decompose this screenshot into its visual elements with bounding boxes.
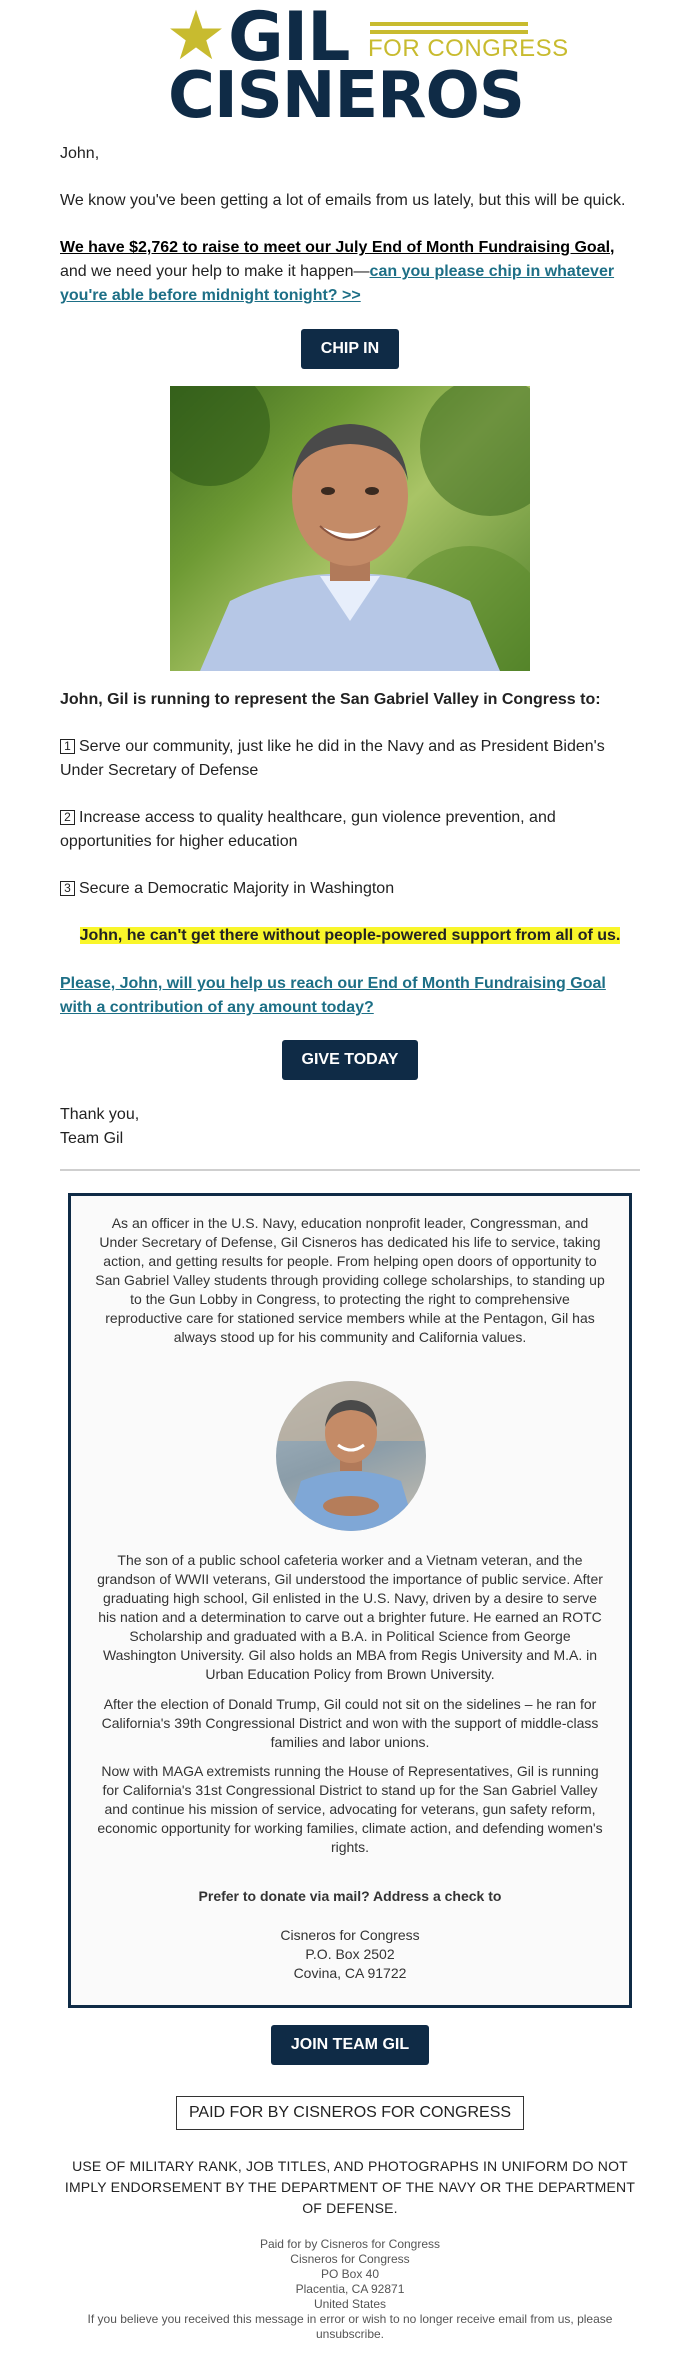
footer-line: United States	[313, 2297, 387, 2311]
goal-bold-text: We have $2,762 to raise to meet our July End of Month Fundraising Goal,	[60, 239, 615, 256]
number-badge: 2	[60, 810, 75, 825]
list-item	[60, 877, 640, 901]
join-team-button[interactable]: JOIN TEAM GIL	[271, 2025, 429, 2065]
ask-paragraph	[60, 972, 640, 1020]
mail-address-line: Cisneros for Congress	[280, 1927, 420, 1943]
list-item	[60, 735, 640, 783]
greeting: John,	[60, 145, 100, 162]
logo-last-name: CISNEROS	[168, 59, 524, 133]
list-item-text: Serve our community, just like he did in the Navy and as President Biden's Under Secretary of Defense	[60, 738, 605, 779]
footer-line: PO Box 40	[320, 2267, 380, 2281]
mail-heading: Prefer to donate via mail? Address a check to	[198, 1888, 502, 1904]
contribution-link[interactable]: Please, John, will you help us reach our End of Month Fundraising Goal with a contribution of any amount today?	[60, 975, 606, 1016]
casual-illustration	[276, 1381, 426, 1531]
paid-for-box: PAID FOR BY CISNEROS FOR CONGRESS	[176, 2096, 524, 2130]
intro-text: We know you've been getting a lot of emails from us lately, but this will be quick.	[60, 192, 626, 209]
list-item-text: Secure a Democratic Majority in Washington	[79, 880, 395, 897]
bio-box	[68, 1193, 632, 2008]
highlight-line	[60, 924, 640, 948]
footer	[60, 2237, 640, 2342]
mail-address-line: P.O. Box 2502	[305, 1946, 395, 1962]
unsubscribe-text[interactable]: If you believe you received this message in error or wish to no longer receive email from us, please unsubscribe.	[87, 2312, 613, 2341]
campaign-logo	[0, 0, 700, 132]
gil-casual-photo	[276, 1381, 426, 1531]
bio-paragraph: The son of a public school cafeteria worker and a Vietnam veteran, and the grandson of WWII veterans, Gil understood the importance of public service. After graduating high school, Gil enlisted in the U.S. Navy, driven by a desire to serve his nation and a determination to carve out a brighter future. He earned an ROTC Scholarship and graduated with a B.A. in Political Science from George Washington University. Gil also holds an MBA from Regis University and M.A. in Urban Education Policy from Brown University.	[97, 1552, 603, 1682]
chip-in-button[interactable]: CHIP IN	[301, 329, 399, 369]
footer-line: Placentia, CA 92871	[295, 2282, 405, 2296]
mail-address-line: Covina, CA 91722	[293, 1965, 407, 1981]
logo-bar	[370, 30, 528, 34]
star-icon	[169, 8, 223, 62]
signoff-thank-you: Thank you,	[60, 1106, 140, 1123]
list-item	[60, 806, 640, 854]
running-heading: John, Gil is running to represent the San Gabriel Valley in Congress to:	[60, 691, 601, 708]
give-today-button[interactable]: GIVE TODAY	[282, 1040, 418, 1080]
goal-plain-text: and we need your help to make it happen—	[60, 263, 370, 280]
logo-first-name: GIL	[228, 0, 350, 77]
signoff-team: Team Gil	[60, 1130, 124, 1147]
portrait-illustration	[170, 386, 530, 671]
gil-portrait-photo	[170, 386, 530, 671]
bio-paragraph: After the election of Donald Trump, Gil could not sit on the sidelines – he ran for California's 39th Congressional District and won with the support of middle-class families and labor unions.	[101, 1696, 599, 1750]
logo-bar	[370, 22, 528, 26]
divider	[60, 1169, 640, 1171]
footer-line: Paid for by Cisneros for Congress	[259, 2237, 441, 2251]
goal-paragraph	[60, 236, 640, 308]
chip-in-link[interactable]: can you please chip in whatever you're able before midnight tonight? >>	[60, 263, 615, 304]
military-disclaimer: USE OF MILITARY RANK, JOB TITLES, AND PHOTOGRAPHS IN UNIFORM DO NOT IMPLY ENDORSEMENT BY THE DEPARTMENT OF THE NAVY OR THE DEPARTMENT OF DEFENSE.	[64, 2158, 636, 2216]
number-badge: 1	[60, 739, 75, 754]
list-item-text: Increase access to quality healthcare, gun violence prevention, and opportunities for higher education	[60, 809, 556, 850]
highlight-text: John, he can't get there without people-powered support from all of us.	[79, 927, 621, 944]
bio-paragraph: Now with MAGA extremists running the House of Representatives, Gil is running for California's 31st Congressional District to stand up for the San Gabriel Valley and continue his mission of service, advocating for veterans, gun safety reform, economic opportunity for working families, climate action, and defending women's rights.	[97, 1763, 603, 1855]
logo-tagline: FOR CONGRESS	[368, 35, 569, 62]
footer-line: Cisneros for Congress	[290, 2252, 410, 2266]
bio-paragraph: As an officer in the U.S. Navy, education nonprofit leader, Congressman, and Under Secretary of Defense, Gil Cisneros has dedicated his life to service, taking action, and getting results for people. From helping open doors of opportunity to San Gabriel Valley students through providing college scholarships, to standing up to the Gun Lobby in Congress, to protecting the right to comprehensive reproductive care for stationed service members while at the Pentagon, Gil has always stood up for his community and California values.	[95, 1215, 605, 1345]
number-badge: 3	[60, 881, 75, 896]
